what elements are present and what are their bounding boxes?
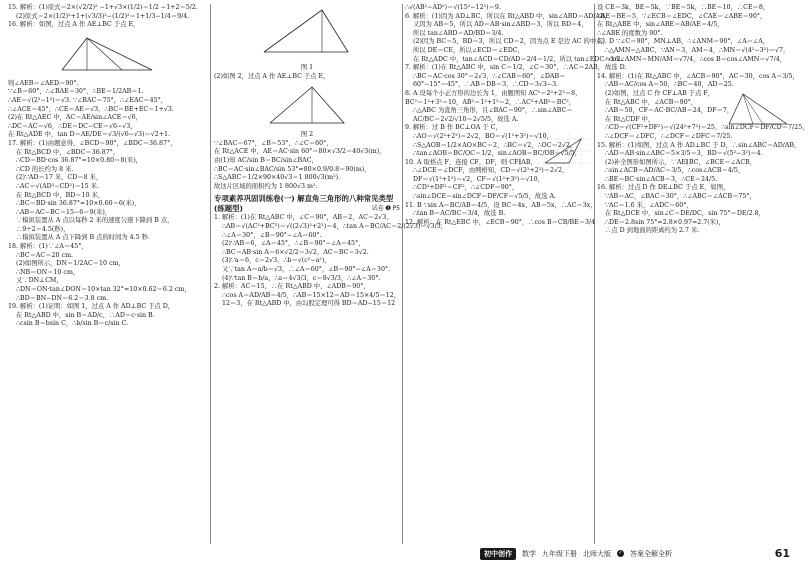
- solution-line: 设 CE＝3k，BE＝5k，∵BE＝5k，∴BE＝10，∴CE＝8，: [597, 4, 770, 11]
- solution-line: ∴模拟装置从 A 点下降到 B 点的时间为 4.5 秒.: [16, 234, 150, 242]
- solution-line: 在 Rt△DCE 中，sin∠C＝DE/DC，sin 75°＝DE/2.8，: [605, 210, 765, 218]
- figure-caption: 图 2: [300, 131, 314, 139]
- solution-line: 则∠AEB＝∠AED＝90°.: [8, 79, 79, 87]
- solution-line: ∴cos A＝AD/AB＝4/5，∴AB＝15×12＝AD＝15×4/5＝12，: [222, 291, 401, 299]
- section-reference: 试卷 ➊ P5: [371, 205, 400, 213]
- section-heading: [214, 194, 400, 214]
- column-1: [8, 4, 206, 544]
- solution-line: 在 Rt△ABE 中，sin∠ABE＝AB/AE＝4/5，: [597, 21, 724, 29]
- triangle-figure: [52, 32, 162, 78]
- solution-line: 由(1)知 AC/sin B＝BC/sin∠BAC，: [214, 156, 318, 164]
- solution-line: 在 Rt△ABC 中，∠ACB＝90°，: [605, 98, 698, 106]
- solution-line: ∴√(AB²−AD²)＝√(15²−12²)＝9.: [405, 4, 501, 11]
- footer-answer-label: 答案全解全析: [630, 549, 672, 558]
- solution-line: ∴tan B＝AC/BC＝3/4，故选 B.: [413, 210, 506, 218]
- solution-line: ∴DE＝2.8sin 75°≈2.8×0.97≈2.7(米)，: [605, 218, 725, 226]
- solution-line: 15. 解析：(1)如图，过点 A 作 AD⊥BC 于 D，∴sin∠ABC＝AD/AB，: [597, 141, 801, 149]
- triangle-figure-2: [252, 83, 362, 129]
- solution-line: ∴AB＝AC−BC＝15−6＝9(米)，: [16, 208, 112, 216]
- page-footer: [480, 547, 790, 560]
- solution-line: ∴AO＝√(2²+2²)＝2√2，BO＝√(1²+3²)＝√10，: [413, 132, 553, 140]
- solution-line: ∴∠A＝30°，∠B＝90°−∠A＝60°.: [222, 231, 322, 239]
- solution-line: ∴AC＝√(AD²−CD²)＝15 米.: [16, 182, 99, 190]
- solution-line: ∴9÷2＝4.5(秒)，: [16, 225, 70, 233]
- answer-icon: ✓: [618, 550, 623, 556]
- solution-line: ∴sin∠DCE＝sin∠DCF＝DF/CF＝√5/5，故选 A.: [413, 193, 557, 201]
- solution-line: 60°−15°＝45°，∴AB＝DB＝3，∴CD＝3√3−3.: [413, 81, 559, 89]
- solution-line: ∴∠ABE 的度数为 90°.: [597, 29, 663, 37]
- solution-line: 14. 解析：(1)在 Rt△ABC 中，∠ACB＝90°，AC＝30，cos A＝3/5，: [597, 72, 799, 80]
- solution-line: ∵∠BAC＝67°，∠B＝53°，∴∠C＝60°，: [214, 139, 333, 147]
- solution-line: ∴sin∠ACB＝AD/AC＝3/5，∴cos∠ACB＝4/5，: [605, 167, 745, 175]
- page-number: 61: [774, 547, 790, 560]
- solution-line: (3)∵a＝6，c＝2√3，∴b＝√(c²−a²)，: [222, 257, 331, 265]
- solution-line: ∵AC＝1.6 米，∠ADC＝60°，: [605, 201, 693, 209]
- solution-line: ∴CD＝√(CF²+DF²)＝√(24²+7²)＝25，∴sin∠DCF＝DF/CD＝7/25，: [605, 124, 808, 132]
- solution-line: 7. 解析：(1)在 Rt△ABC 中，sin C＝1/2，∠C＝30°，∴AC＝2AB，: [405, 64, 605, 72]
- solution-line: 19. 解析：(1)证明：如图 1，过点 A 作 AD⊥BC 于点 D，: [8, 303, 175, 311]
- solution-line: 15. 解析：(1)原式＝2×(√2/2)² −1+√3×(1/2)＝1/2 −1+2＝5/2.: [8, 4, 198, 11]
- solution-line: ∴S△AOB＝1/2×AO×BC＝2，∴BC＝√2，∴OC＝2√2，: [413, 141, 577, 149]
- solution-line: 又∵DN⊥CM，: [16, 277, 63, 285]
- solution-line: ∴tan∠AOB＝BC/OC＝1/2，sin∠AOB＝BC/OB＝√5/5，: [413, 150, 582, 158]
- footer-edition: 北师大版: [583, 549, 611, 558]
- solution-line: (2)∵AD＝17 米，CD＝8 米，: [16, 174, 103, 182]
- solution-line: (2)∵AB＝6，∠A＝45°，∴∠B＝90°−∠A＝45°，: [222, 240, 365, 248]
- figure-caption: 图 1: [300, 64, 314, 71]
- solution-line: ∵AB＝AC，∠BAC＝30°，∴∠ABC＝∠ACB＝75°，: [605, 193, 756, 201]
- solution-line: ∴BD＝BN−DN＝6.2＝3.8 cm.: [16, 294, 109, 302]
- solution-line: 故这片区域的面积约为 1 800√3 m².: [214, 182, 318, 190]
- solution-line: 又∵tan A＝a/b＝√3，∴∠A＝60°，∠B＝90°−∠A＝30°.: [222, 265, 391, 273]
- solution-line: ∴NB＝ON＝10 cm，: [16, 268, 80, 276]
- solution-line: (2)如图所示，DN＝1/2AC＝10 cm，: [16, 260, 125, 268]
- solution-line: 又因为 AB＝5，所以 AD＝AB·sin∠ABD＝3，所以 BD＝4，: [413, 21, 588, 29]
- solution-line: 2. 解析：AC＝15，∴在 Rt△ABD 中，∠ADB＝90°，: [214, 283, 370, 291]
- solution-line: ∵模拟装置从 A 点以每秒 2 米的速度匀速下降到 B 点，: [16, 217, 174, 225]
- column-4: [597, 4, 808, 544]
- solution-line: ∴DC＝AC＝√6，∴DE＝DC−CE＝√6−√3，: [8, 122, 137, 130]
- solution-line: ∴AB＝50，CF＝AC·BC/AB＝24，DF＝7，: [605, 107, 734, 115]
- solution-line: 13. D ∵∠C＝90°，MN⊥AB，∴∠ANM＝90°，∠A＝∠A，: [597, 38, 770, 46]
- solution-line: 10. A 取格点 F，连接 CF，DF，则 CF∥AB，: [405, 158, 537, 166]
- solution-line: ∴BC＝AB·sin A＝6×√2/2＝3√2，AC＝BC＝3√2.: [222, 248, 369, 256]
- solution-line: ∴AE＝√(2²−1²)＝√3. ∵∠BAC＝75°，∴∠EAC＝45°，: [8, 96, 168, 104]
- solution-line: ∴cos∠AMN＝MN/AM＝√7/4，∴cos B＝cos∠AMN＝√7/4，: [605, 55, 786, 63]
- column-divider: [594, 4, 595, 544]
- solution-line: DF＝√(1²+1²)＝√2，CF＝√(1²+3²)＝√10，: [413, 175, 544, 183]
- section-title: 专项素养巩固训练卷(一) 解直角三角形的八种常见类型(练题型): [214, 194, 394, 214]
- solution-line: 1. 解析：(1)在 Rt△ABC 中，∠C＝90°，AB＝2，AC＝2√3，: [214, 214, 393, 222]
- solution-line: 在 Rt△ABD 中，sin B＝AD/c，∴AD＝c·sin B.: [16, 311, 155, 319]
- solution-line: ∴CD＝BD·cos 36.87°≈10×0.80＝8(米)，: [16, 157, 142, 165]
- solution-line: ∵∠B＝60°，∴∠BAE＝30°，∴BE＝1/2AB＝1.: [8, 88, 144, 96]
- solution-line: ∴BC＝AC＝20 cm.: [16, 251, 74, 259]
- solution-line: 12＝3，在 Rt△ABD 中，由勾股定理可得 BD＝AD−15＝12: [222, 300, 396, 308]
- solution-line: (2)在 Rt△AEC 中，AC＝AE/sin∠ACE＝√6，: [8, 114, 142, 122]
- solution-line: 在 Rt△ACE 中，AE＝AC·sin 60°＝80×√3/2＝40√3(m)，: [214, 148, 386, 156]
- solution-line: 16. 解析：过点 D 作 DE⊥BC 于点 E，如图，: [597, 184, 730, 192]
- solution-line: 在 Rt△ADC 中，tan∠ACD＝CD/AD＝2/4＝1/2，所以 tan∠EDC＝1/2.: [413, 55, 623, 63]
- solution-line: 8. A 设每个小正方形的边长为 1，由题图知 AC²＝2²+2²＝8，BC²＝1²+3²＝10，AB²＝1²+1²＝2，∴AC²+AB²＝BC²，: [405, 89, 582, 106]
- solution-line: ∴BC＝AC·sin∠BAC/sin 53°≈80×0.9/0.8＝90(m)，: [214, 165, 371, 173]
- solution-line: ∴AD＝AB·sin∠ABC＝5×3/5＝3，BD＝√(5²−3²)＝4.: [605, 150, 763, 158]
- solution-line: ∴BC＝BD·sin 36.87°≈10×0.60＝6(米)，: [16, 200, 141, 208]
- solution-line: ∴csin B＝bsin C，∴b/sin B＝c/sin C.: [16, 320, 129, 328]
- column-divider: [402, 4, 403, 544]
- solution-line: ∴CD 的长约为 8 米.: [16, 165, 74, 173]
- solution-line: ∴BC＝AC·cos 30°＝2√3，∴∠CAB＝60°，∠DAB＝: [413, 72, 566, 80]
- solution-line: (2)原式＝2×(1/2)²+1+(√3/3)²−(1/2)²＝1+1/3−1/4＝9/4.: [16, 12, 190, 20]
- solution-line: ∴△AMN∽△ABC，∵AN＝3，AM＝4，∴MN＝√(4²−3²)＝√7，: [605, 46, 790, 54]
- solution-line: (2)如图 2，过点 A 作 AE⊥BC 于点 E，: [214, 72, 330, 80]
- solution-line: ∴点 D 到地面的距离约为 2.7 米.: [605, 227, 700, 235]
- solution-line: ∴∠DCE＝∠DCF，由网格知，CD＝√(2²+2²)＝2√2，: [413, 167, 569, 175]
- solution-line: ∴AE＝BE＝5，∵∠ECB＝∠EDC，∠CAE＝∠ABE＝90°，: [597, 12, 767, 20]
- solution-line: 17. 解析：(1)由题意得，∠BCD＝90°，∠BDC＝36.87°，: [8, 139, 177, 147]
- solution-line: ∴AB＝√(AC²+BC²)＝√((2√3)²+2²)＝4，∴tan A＝BC/AC＝2/(2√3)＝√3/3，: [222, 222, 448, 230]
- solution-line: 故选 D.: [605, 64, 627, 72]
- brand-logo: 初中创作: [480, 548, 516, 560]
- solution-line: 18. 解析：(1)∵∠A＝45°，: [8, 243, 88, 251]
- solution-line: ∴S△ABC＝1/2×90×40√3＝1 800√3(m²).: [214, 174, 341, 182]
- solution-line: 所以 DE＝CE，所以∠ECD＝∠EDC，: [413, 46, 524, 54]
- solution-line: ∴CD²+DF²＝CF²，∴∠CDF＝90°，: [413, 184, 519, 192]
- solution-line: ∴∠DCF＝∠DFC，∴∠DCF＝∠DFC＝7/25.: [605, 132, 733, 140]
- solution-line: 16. 解析：如图，过点 A 作 AE⊥BC 于点 E，: [8, 21, 140, 29]
- solution-line: 11. B ∵sin A＝BC/AB＝4/5，设 BC＝4x，AB＝5x，∴AC＝3x，: [405, 201, 597, 209]
- solution-line: 9. 解析：过 B 作 BC⊥OA 于 C，: [405, 124, 502, 132]
- solution-line: (2)补全图形如图所示，∵AE∥BC，∠BCE＝∠ACB，: [605, 158, 757, 166]
- solution-line: ∴∠ACE＝45°，∴CE＝AE＝√3，∴BC＝BE+EC＝1+√3.: [8, 105, 174, 113]
- solution-line: (2)因为 BC＝5，BD＝3，所以 CD＝2，因为点 E 是边 AC 的中点，: [413, 38, 609, 46]
- footer-subject: 数学: [522, 549, 536, 558]
- solution-line: 在 Rt△CDF 中，: [605, 115, 655, 123]
- solution-line: 12. 解析：在 Rt△EBC 中，∠ECB＝90°，∴cos B＝CB/BE＝3/4: [405, 218, 596, 226]
- solution-line: ∴AB＝AC/cos A＝50，∴BC＝40，AD＝25.: [605, 81, 734, 89]
- solution-line: 在 Rt△ADE 中，tan D＝AE/DE＝√3/(√6−√3)＝√2+1.: [8, 131, 171, 139]
- triangle-figure-1: [252, 6, 362, 62]
- footer-grade: 九年级下册: [542, 549, 577, 558]
- solution-line: (4)∵tan B＝b/a，∴a＝4√3/3，c＝8√3/3，∴∠A＝30°.: [222, 274, 381, 282]
- solution-line: 6. 解析：(1)因为 AD⊥BC，所以在 Rt△ABD 中，sin∠ABD＝AD/AB，: [405, 12, 611, 20]
- solution-line: (2)如图，过点 C 作 CF⊥AB 于点 F，: [605, 89, 715, 97]
- column-2: [214, 4, 448, 544]
- solution-line: ∴DN＝ON·tan∠DON＝10×tan 32°≈10×0.62＝6.2 cm，: [16, 286, 191, 294]
- column-divider: [210, 4, 211, 544]
- solution-line: 所以 tan∠ABD＝AD/BD＝3/4.: [413, 29, 504, 37]
- solution-line: 在 Rt△BCD 中，∠BDC＝36.87°，: [16, 148, 120, 156]
- solution-line: 在 Rt△BCD 中，BD＝10 米，: [16, 191, 105, 199]
- solution-line: ∴BE＝BC·sin∠ACB＝3，∴CE＝24/5.: [605, 175, 718, 183]
- solution-line: ∴△ABC 为直角三角形，且∠BAC＝90°，∴sin∠ABC＝AC/BC＝2√2/√10＝2√5/5，故选 A.: [413, 107, 573, 123]
